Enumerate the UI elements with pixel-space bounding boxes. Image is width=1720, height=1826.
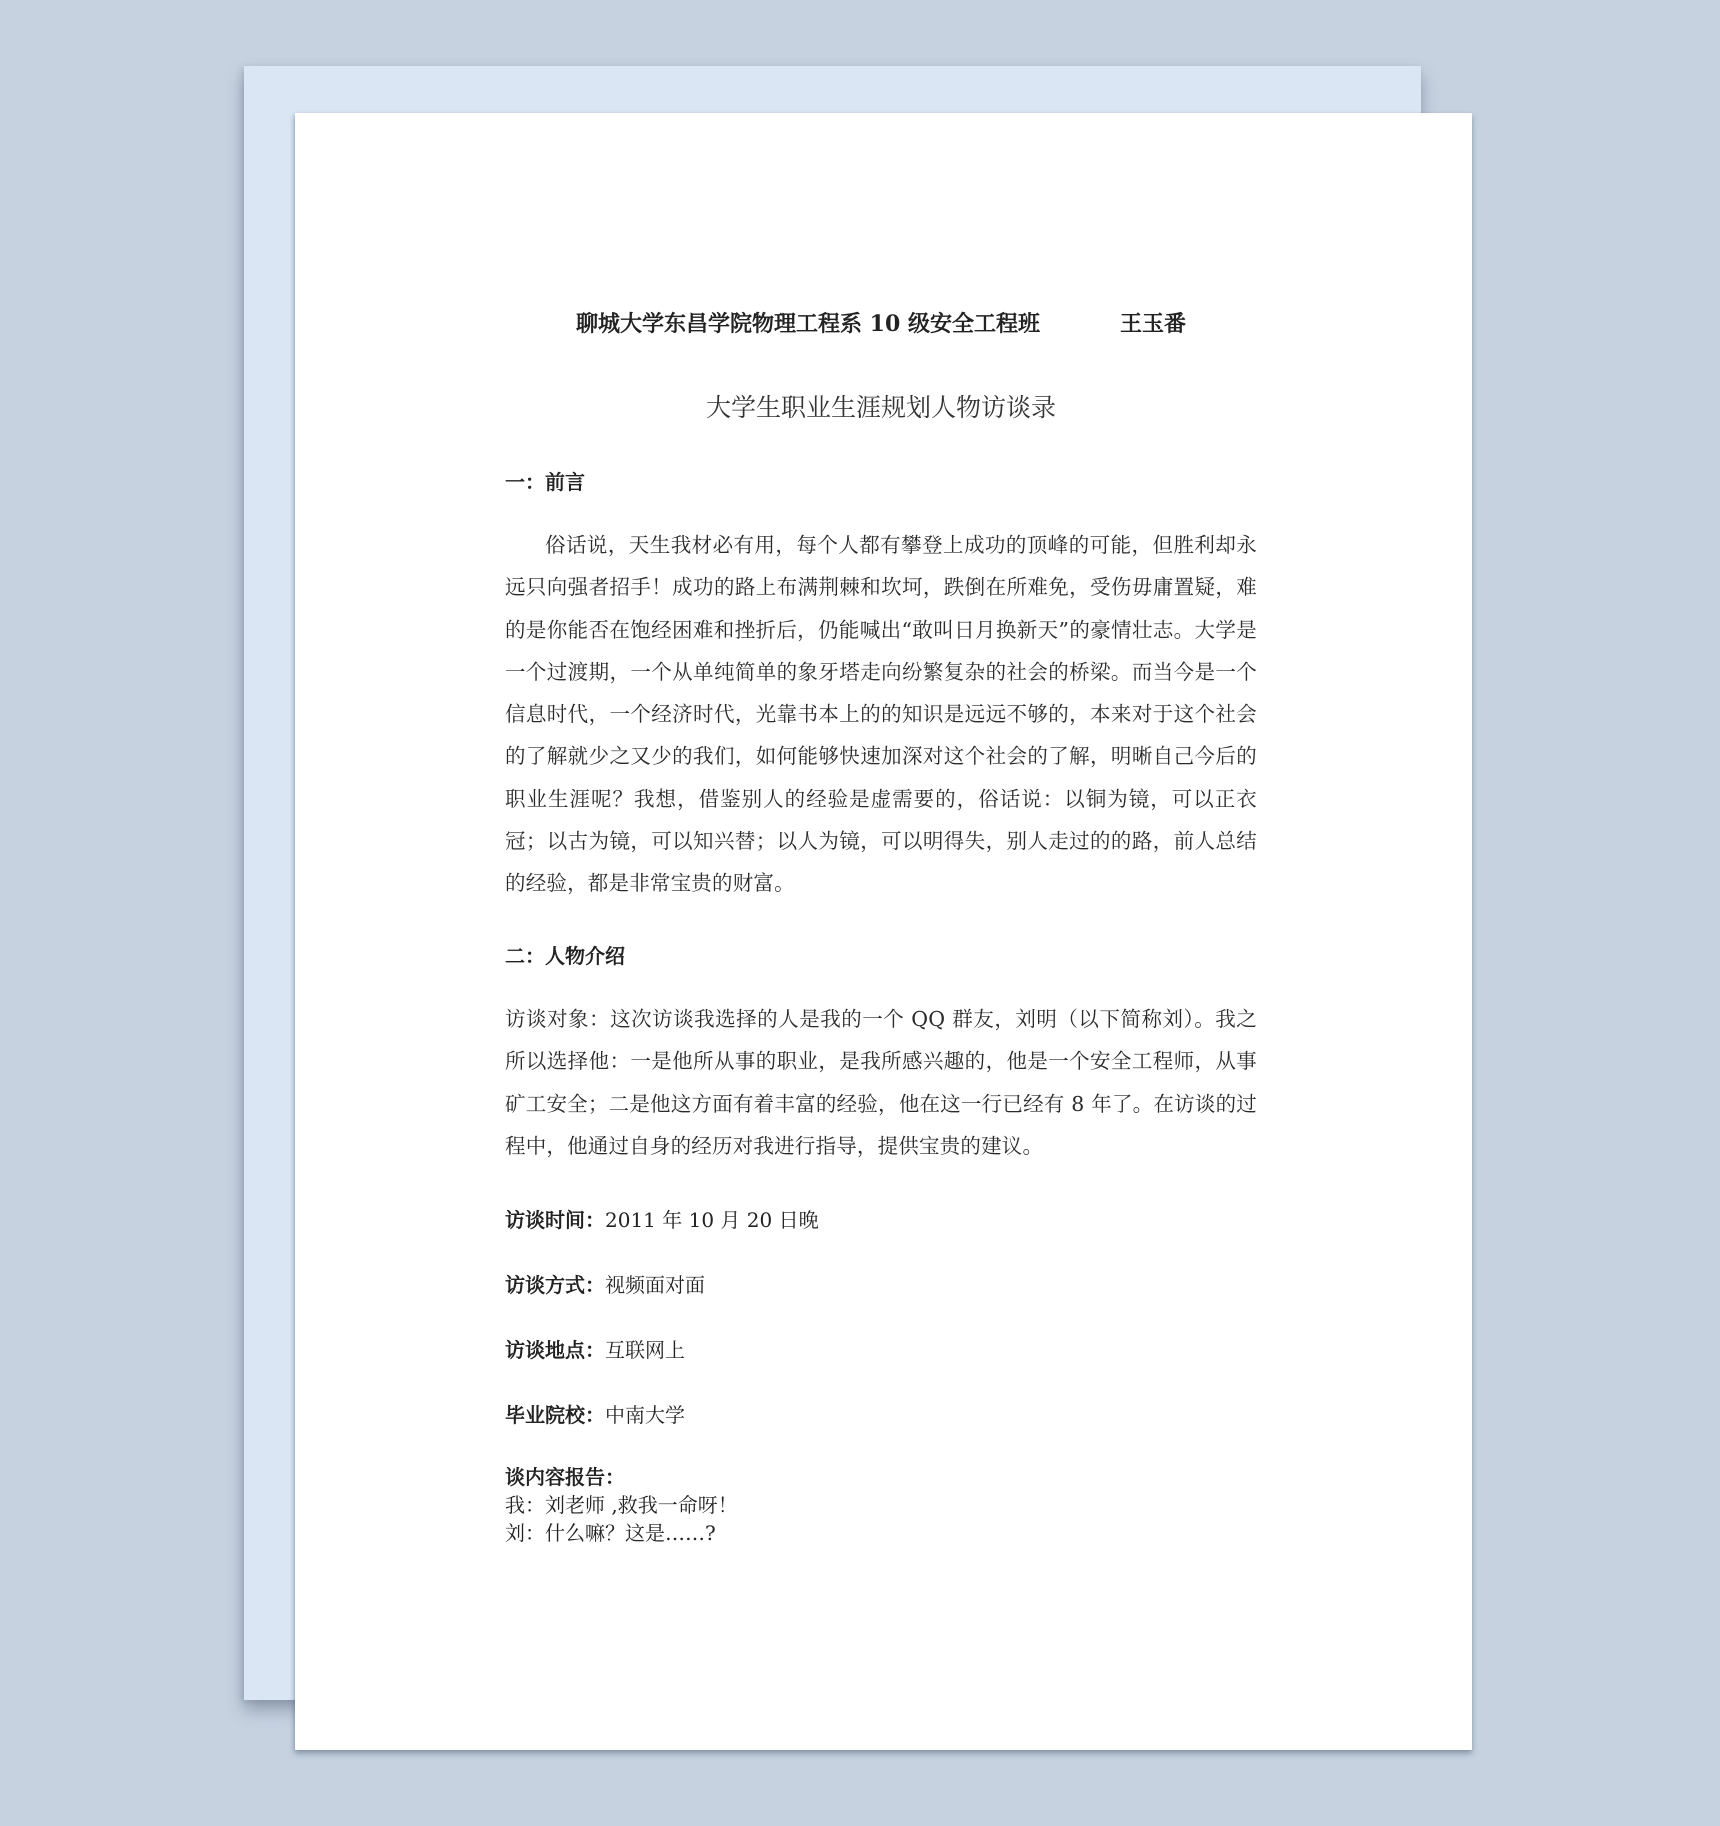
field-label: 访谈方式： <box>505 1273 605 1297</box>
person-intro-paragraph: 访谈对象：这次访谈我选择的人是我的一个 QQ 群友，刘明（以下简称刘）。我之所以选择他：一是他所从事的职业，是我所感兴趣的，他是一个安全工程师，从事矿工安全；二是他这方面有着丰富的经验，他在这一行已经有 8 年了。在访谈的过程中，他通过自身的经历对我进行指导，提供宝贵的建议。 <box>505 1007 1257 1158</box>
field-label: 访谈地点： <box>505 1338 605 1362</box>
field-value: 2011 年 10 月 20 日晚 <box>605 1208 819 1232</box>
section-heading-preface: 一：前言 <box>505 470 585 494</box>
field-interview-location <box>505 1336 685 1364</box>
section-heading-person-intro: 二：人物介绍 <box>505 944 625 968</box>
affiliation: 聊城大学东昌学院物理工程系 10 级安全工程班 <box>576 311 1040 337</box>
dialog-line: 刘：什么嘛？这是……? <box>505 1521 716 1545</box>
field-value: 视频面对面 <box>605 1273 705 1297</box>
report-heading: 谈内容报告： <box>505 1465 625 1489</box>
document-page <box>295 113 1472 1750</box>
field-interview-method <box>505 1271 705 1299</box>
field-value: 互联网上 <box>605 1338 685 1362</box>
document-header <box>505 309 1257 339</box>
preface-paragraph: 俗话说，天生我材必有用，每个人都有攀登上成功的顶峰的可能，但胜利却永远只向强者招手！成功的路上布满荆棘和坎坷，跌倒在所难免，受伤毋庸置疑，难的是你能否在饱经困难和挫折后，仍能喊出“敢叫日月换新天”的豪情壮志。大学是一个过渡期，一个从单纯简单的象牙塔走向纷繁复杂的社会的桥梁。而当今是一个信息时代，一个经济时代，光靠书本上的的知识是远远不够的，本来对于这个社会的了解就少之又少的我们，如何能够快速加深对这个社会的了解，明晰自己今后的职业生涯呢？我想，借鉴别人的经验是虚需要的，俗话说：以铜为镜，可以正衣冠；以古为镜，可以知兴替；以人为镜，可以明得失，别人走过的的路，前人总结的经验，都是非常宝贵的财富。 <box>505 533 1257 896</box>
author-name: 王玉番 <box>1119 311 1186 337</box>
dialog-line: 我：刘老师 ,救我一命呀！ <box>505 1493 738 1517</box>
document-title: 大学生职业生涯规划人物访谈录 <box>705 393 1056 422</box>
field-label: 毕业院校： <box>505 1403 605 1427</box>
field-label: 访谈时间： <box>505 1208 605 1232</box>
field-value: 中南大学 <box>605 1403 685 1427</box>
field-interview-time <box>505 1206 819 1234</box>
field-graduated-school <box>505 1401 685 1429</box>
interview-report <box>505 1463 738 1547</box>
